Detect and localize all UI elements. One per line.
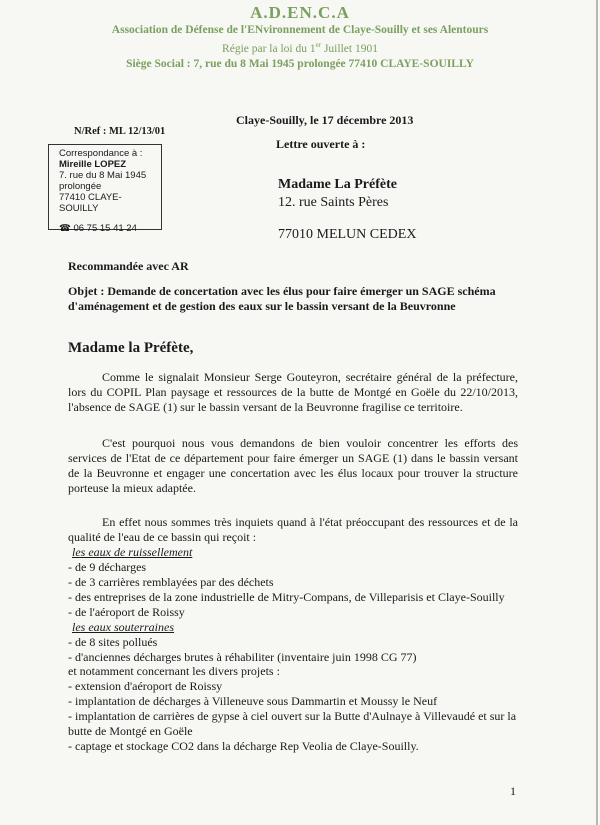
page-number: 1: [510, 784, 516, 798]
list-item: - de 8 sites pollués: [68, 635, 158, 649]
list-item: - implantation de décharges à Villeneuve sous Dammartin et Moussy le Neuf: [68, 694, 438, 708]
correspondence-street2: prolongée: [59, 181, 102, 192]
letter-date: Claye-Souilly, le 17 décembre 2013: [236, 113, 414, 127]
correspondence-box: [48, 144, 162, 234]
list-item: - de 3 carrières remblayées par des déchets: [68, 575, 274, 589]
page-edge: [596, 0, 598, 825]
paragraph-2: C'est pourquoi nous vous demandons de bien vouloir concentrer les efforts des services de l'Etat de ce département pour faire émerger un SAGE (1) dans le bassin versant de la Beuvronne et engager une concertation avec les élus locaux pour trouver la structure porteuse la mieux adaptée.: [68, 436, 518, 495]
recipient-street: 12. rue Saints Pères: [278, 195, 389, 210]
projects-intro: et notamment concernant les divers projets :: [68, 664, 280, 678]
association-name: Association de Défense de l'ENvironnement de Claye-Souilly et ses Alentours: [111, 24, 489, 36]
ground-water-heading: les eaux souterraines: [72, 620, 174, 634]
law-suffix: Juillet 1901: [321, 42, 378, 55]
list-item: - implantation de carrières de gypse à ciel ouvert sur la Butte d'Aulnaye à Villevaudé et sur la butte de Montgé en Goële: [68, 709, 517, 738]
paragraph-1: Comme le signalait Monsieur Serge Gouteyron, secrétaire général de la préfecture, lors du COPIL Plan paysage et ressources de la butte de Montgé en Goële du 22/10/2013, l'absence de SAGE (1) sur le bassin versant de la Beuvronne fragilise ce territoire.: [68, 370, 518, 414]
law-prefix: Régie par la loi du 1: [222, 42, 316, 55]
list-item: - extension d'aéroport de Roissy: [68, 679, 223, 693]
reference: N/Ref : ML 12/13/01: [74, 126, 166, 137]
recipient-city: 77010 MELUN CEDEX: [278, 227, 417, 242]
surface-water-heading: les eaux de ruissellement: [72, 545, 193, 559]
correspondence-street: 7. rue du 8 Mai 1945: [59, 170, 147, 181]
list-item: - des entreprises de la zone industrielle de Mitry-Compans, de Villeparisis et Claye-Souilly: [68, 590, 505, 604]
salutation: Madame la Préfète,: [68, 340, 194, 356]
list-item: - captage et stockage CO2 dans la décharge Rep Veolia de Claye-Souilly.: [68, 739, 419, 753]
open-letter-label: Lettre ouverte à :: [276, 137, 366, 151]
correspondence-phone: ☎ 06 75 15 41 24: [59, 223, 137, 234]
correspondence-label: Correspondance à :: [59, 148, 143, 159]
projects-list: [68, 664, 523, 754]
list-item: - de l'aéroport de Roissy: [68, 605, 185, 619]
water-sources-list: [68, 545, 538, 665]
paragraph-3: En effet nous sommes très inquiets quand à l'état préoccupant des ressources et de la qualité de l'eau de ce bassin qui reçoit :: [68, 515, 518, 544]
letter-object: Objet : Demande de concertation avec les élus pour faire émerger un SAGE schéma d'aménagement et de gestion des eaux sur le bassin versant de la Beuvronne: [68, 284, 496, 313]
list-item: - de 9 décharges: [68, 560, 147, 574]
law-sup: er: [315, 41, 322, 49]
association-law: [40, 41, 560, 55]
list-item: - d'anciennes décharges brutes à réhabiliter (inventaire juin 1998 CG 77): [68, 650, 417, 664]
association-acronym: A.D.EN.C.A: [250, 3, 350, 22]
recommended-mention: Recommandée avec AR: [68, 259, 189, 273]
association-seat: Siège Social : 7, rue du 8 Mai 1945 prolongée 77410 CLAYE-SOUILLY: [126, 58, 474, 70]
correspondence-name: Mireille LOPEZ: [59, 159, 127, 170]
correspondence-city: 77410 CLAYE-SOUILLY: [59, 192, 122, 214]
recipient-name: Madame La Préfète: [278, 177, 397, 192]
